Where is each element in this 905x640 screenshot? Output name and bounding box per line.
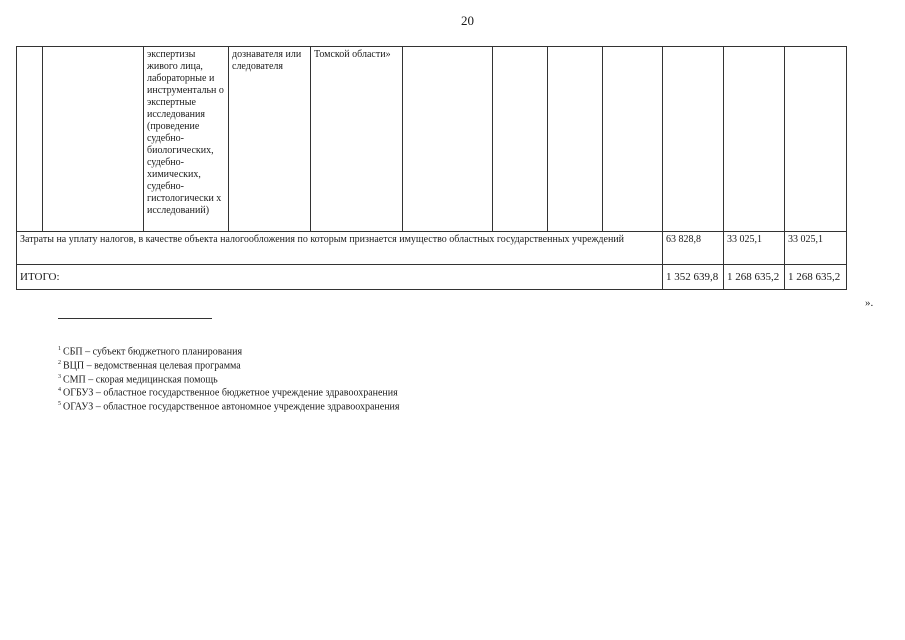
table-cell bbox=[548, 47, 603, 232]
budget-table bbox=[16, 46, 847, 290]
page-number: 20 bbox=[461, 13, 474, 28]
table-row bbox=[17, 232, 847, 265]
table-row bbox=[17, 47, 847, 232]
table-row bbox=[17, 265, 847, 290]
tax-costs-value-2: 33 025,1 bbox=[724, 232, 785, 265]
closing-quote: ». bbox=[865, 297, 874, 309]
total-value-1: 1 352 639,8 bbox=[663, 265, 724, 290]
table-cell bbox=[493, 47, 548, 232]
footnote: $^3$ СМП – скорая медицинская помощь bbox=[58, 373, 218, 385]
total-value-3: 1 268 635,2 bbox=[785, 265, 847, 290]
region-cell: Томской области» bbox=[311, 47, 403, 232]
table-cell bbox=[603, 47, 663, 232]
footnotes bbox=[58, 344, 400, 413]
footnote: $^1$ СБП – субъект бюджетного планирования bbox=[58, 346, 243, 358]
footnote-separator bbox=[58, 318, 212, 319]
table-cell bbox=[17, 47, 43, 232]
tax-costs-value-1: 63 828,8 bbox=[663, 232, 724, 265]
table-cell bbox=[403, 47, 493, 232]
tax-costs-label: Затраты на уплату налогов, в качестве объекта налогообложения по которым признается имущество областных государственных учреждений bbox=[17, 232, 663, 265]
expertise-description-cell: экспертизы живого лица, лабораторные и инструментальн о экспертные исследования (проведение судебно-биологических, судебно-химических, судебно-гистологически х исследований) bbox=[144, 47, 229, 232]
footnote: $^2$ ВЦП – ведомственная целевая программа bbox=[58, 359, 241, 372]
table-cell bbox=[43, 47, 144, 232]
total-value-2: 1 268 635,2 bbox=[724, 265, 785, 290]
tax-costs-value-3: 33 025,1 bbox=[785, 232, 847, 265]
table-cell bbox=[663, 47, 724, 232]
footnote: $^4$ ОГБУЗ – областное государственное бюджетное учреждение здравоохранения bbox=[58, 387, 398, 399]
initiator-cell: дознавателя или следователя bbox=[229, 47, 311, 232]
table-cell bbox=[724, 47, 785, 232]
footnote: $^5$ ОГАУЗ – областное государственное автономное учреждение здравоохранения bbox=[58, 401, 400, 413]
table-cell bbox=[785, 47, 847, 232]
total-label: ИТОГО: bbox=[17, 265, 663, 290]
